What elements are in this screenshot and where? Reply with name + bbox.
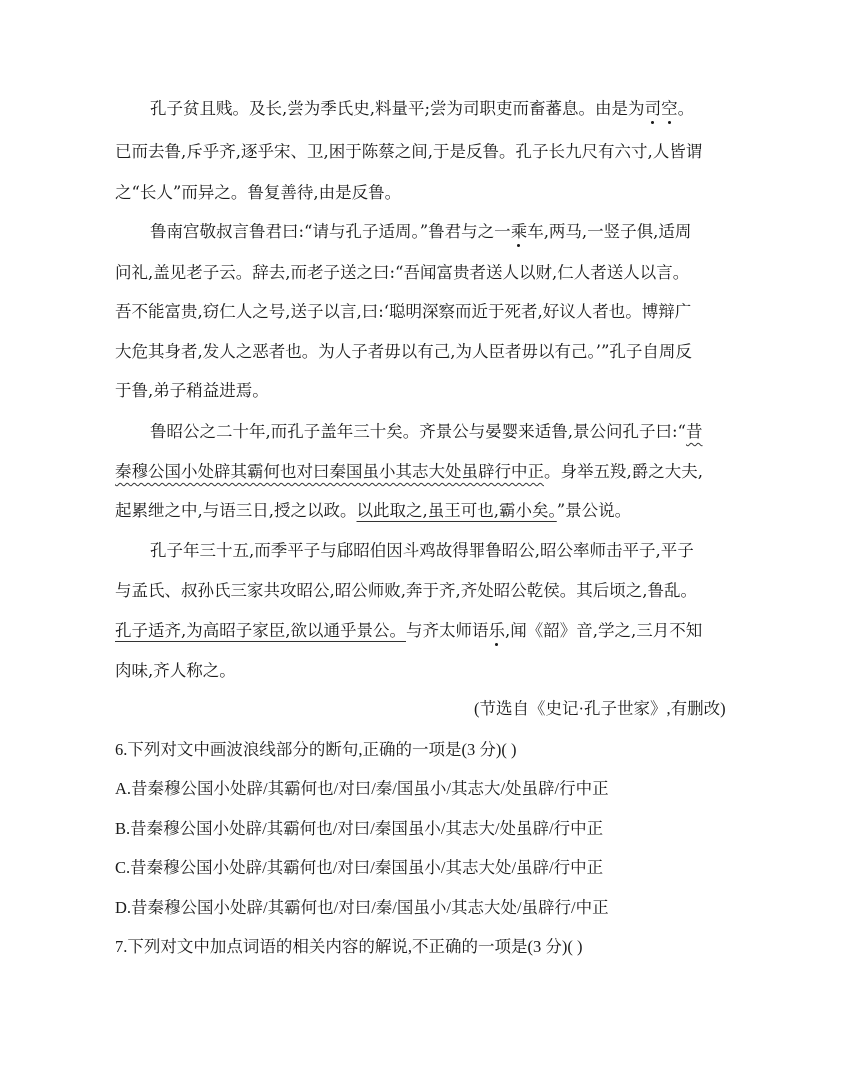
question-6: 6.下列对文中画波浪线部分的断句,正确的一项是(3 分)( ) [115, 740, 517, 759]
passage-line: 吾不能富贵,窃仁人之号,送子以言,曰:‘聪明深察而近于死者,好议人者也。博辩广 [115, 302, 692, 321]
option-b: B.昔秦穆公国小处辟/其霸何也/对曰/秦国虽小/其志大/处虽辟/行中正 [115, 819, 604, 838]
passage-line: 之“长人”而异之。鲁复善待,由是反鲁。 [115, 183, 402, 202]
underlined-sentence: 孔子适齐,为高昭子家臣,欲以通乎景公。 [115, 621, 406, 640]
passage-line: 孔子年三十五,而季平子与郈昭伯因斗鸡故得罪鲁昭公,昭公率师击平子,平子 [150, 541, 694, 560]
source-citation: (节选自《史记·孔子世家》,有删改) [474, 699, 726, 718]
dotted-char: 乐 [488, 621, 505, 640]
passage-line: 鲁南宫敬叔言鲁君曰:“请与孔子适周。”鲁君与之一乘车,两马,一竖子俱,适周 [150, 222, 692, 241]
wavy-underline-text: 秦穆公国小处辟其霸何也对曰秦国虽小其志大处虽辟行中正 [115, 462, 544, 481]
passage-line: 孔子贫且贱。及长,尝为季氏史,料量平;尝为司职吏而畜蕃息。由是为司空。 [150, 99, 695, 118]
question-7: 7.下列对文中加点词语的相关内容的解说,不正确的一项是(3 分)( ) [115, 937, 583, 956]
underlined-sentence: 以此取之,虽王可也,霸小矣。 [356, 501, 557, 520]
wavy-underline-text: 昔 [685, 422, 703, 441]
dotted-char: 乘 [510, 222, 528, 241]
option-c: C.昔秦穆公国小处辟/其霸何也/对曰/秦国虽小/其志大处/虽辟/行中正 [115, 858, 604, 877]
passage-line: 已而去鲁,斥乎齐,逐乎宋、卫,困于陈蔡之间,于是反鲁。孔子长九尺有六寸,人皆谓 [115, 142, 703, 161]
passage-line: 鲁昭公之二十年,而孔子盖年三十矣。齐景公与晏婴来适鲁,景公问孔子曰:“昔 [150, 422, 703, 441]
passage-line: 起累绁之中,与语三日,授之以政。以此取之,虽王可也,霸小矣。”景公说。 [115, 501, 632, 520]
passage-line: 孔子适齐,为高昭子家臣,欲以通乎景公。与齐太师语乐,闻《韶》音,学之,三月不知 [115, 621, 703, 640]
option-d: D.昔秦穆公国小处辟/其霸何也/对曰/秦/国虽小/其志大处/虽辟行/中正 [115, 898, 609, 917]
passage-line: 于鲁,弟子稍益进焉。 [115, 381, 269, 400]
dotted-char: 空 [661, 99, 678, 118]
option-a: A.昔秦穆公国小处辟/其霸何也/对曰/秦/国虽小/其志大/处虽辟/行中正 [115, 779, 609, 798]
passage-line: 与孟氏、叔孙氏三家共攻昭公,昭公师败,奔于齐,齐处昭公乾侯。其后顷之,鲁乱。 [115, 581, 697, 600]
passage-line: 大危其身者,发人之恶者也。为人子者毋以有己,为人臣者毋以有己。’”孔子自周反 [115, 342, 692, 361]
passage-line: 肉味,齐人称之。 [115, 661, 236, 680]
passage-line: 问礼,盖见老子云。辞去,而老子送之曰:“吾闻富贵者送人以财,仁人者送人以言。 [115, 263, 690, 282]
passage-line: 秦穆公国小处辟其霸何也对曰秦国虽小其志大处虽辟行中正。身举五羖,爵之大夫, [115, 462, 703, 481]
dotted-char: 司 [644, 99, 662, 118]
